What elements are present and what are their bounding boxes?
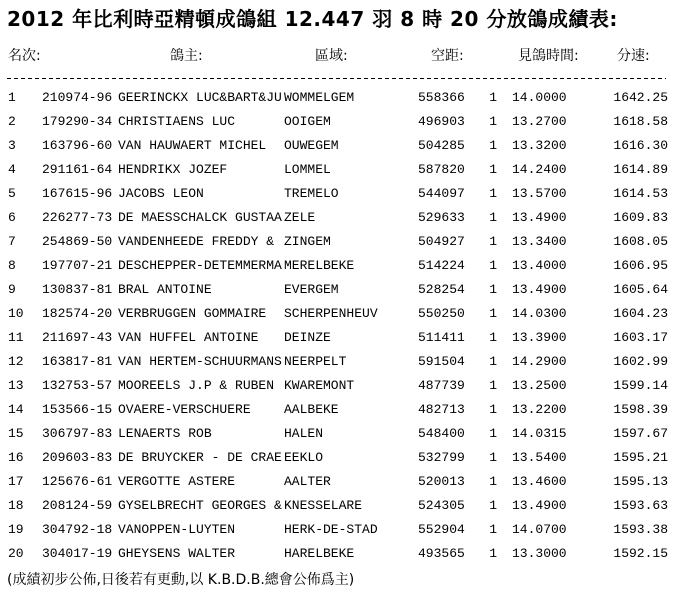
ring-number-cell: 163796-60 <box>42 138 113 153</box>
fancier-name-cell: VERBRUGGEN GOMMAIRE <box>118 306 267 321</box>
clock-time-cell: 13.4000 <box>512 258 567 273</box>
fancier-name-cell: VAN HUFFEL ANTOINE <box>118 330 259 345</box>
distance-cell: 558366 <box>418 90 465 105</box>
fancier-name-cell: HENDRIKX JOZEF <box>118 162 228 177</box>
ring-number-cell: 209603-83 <box>42 450 113 465</box>
table-row <box>8 110 668 134</box>
clock-time-cell: 13.2200 <box>512 402 567 417</box>
ring-number-cell: 163817-81 <box>42 354 113 369</box>
distance-cell: 532799 <box>418 450 465 465</box>
region-cell: MERELBEKE <box>284 258 355 273</box>
fancier-name-cell: DE BRUYCKER - DE CRAE <box>118 450 282 465</box>
region-cell: ZELE <box>284 210 316 225</box>
clock-time-cell: 14.2900 <box>512 354 567 369</box>
fancier-name-cell: DESCHEPPER-DETEMMERMA <box>118 258 282 273</box>
speed-cell: 1605.64 <box>613 282 668 297</box>
dashed-divider <box>7 78 666 79</box>
ring-number-cell: 306797-83 <box>42 426 113 441</box>
results-table <box>8 86 668 566</box>
bird-count-cell: 1 <box>489 90 497 105</box>
fancier-name-cell: GHEYSENS WALTER <box>118 546 236 561</box>
bird-count-cell: 1 <box>489 498 497 513</box>
bird-count-cell: 1 <box>489 114 497 129</box>
table-row <box>8 350 668 374</box>
rank-cell: 2 <box>8 114 16 129</box>
fancier-name-cell: LENAERTS ROB <box>118 426 212 441</box>
table-row <box>8 206 668 230</box>
distance-cell: 511411 <box>418 330 465 345</box>
ring-number-cell: 167615-96 <box>42 186 113 201</box>
region-cell: LOMMEL <box>284 162 331 177</box>
speed-cell: 1595.13 <box>613 474 668 489</box>
distance-cell: 520013 <box>418 474 465 489</box>
table-row <box>8 182 668 206</box>
fancier-name-cell: VERGOTTE ASTERE <box>118 474 236 489</box>
speed-cell: 1616.30 <box>613 138 668 153</box>
region-cell: NEERPELT <box>284 354 347 369</box>
table-row <box>8 518 668 542</box>
speed-cell: 1606.95 <box>613 258 668 273</box>
table-row <box>8 494 668 518</box>
table-row <box>8 134 668 158</box>
speed-cell: 1608.05 <box>613 234 668 249</box>
page-title: 2012 年比利時亞精頓成鴿組 12.447 羽 8 時 20 分放鴿成績表: <box>7 7 618 31</box>
distance-cell: 552904 <box>418 522 465 537</box>
bird-count-cell: 1 <box>489 402 497 417</box>
distance-cell: 487739 <box>418 378 465 393</box>
ring-number-cell: 197707-21 <box>42 258 113 273</box>
ring-number-cell: 153566-15 <box>42 402 113 417</box>
speed-cell: 1595.21 <box>613 450 668 465</box>
ring-number-cell: 254869-50 <box>42 234 113 249</box>
bird-count-cell: 1 <box>489 354 497 369</box>
clock-time-cell: 13.2700 <box>512 114 567 129</box>
rank-cell: 13 <box>8 378 24 393</box>
clock-time-cell: 13.2500 <box>512 378 567 393</box>
region-cell: EEKLO <box>284 450 324 465</box>
speed-cell: 1593.63 <box>613 498 668 513</box>
region-cell: HERK-DE-STAD <box>284 522 378 537</box>
clock-time-cell: 13.5700 <box>512 186 567 201</box>
table-row <box>8 86 668 110</box>
rank-cell: 5 <box>8 186 16 201</box>
bird-count-cell: 1 <box>489 426 497 441</box>
speed-cell: 1614.89 <box>613 162 668 177</box>
column-header-speed: 分速: <box>617 48 650 64</box>
fancier-name-cell: VAN HERTEM-SCHUURMANS <box>118 354 282 369</box>
ring-number-cell: 208124-59 <box>42 498 113 513</box>
rank-cell: 11 <box>8 330 24 345</box>
footnote: (成績初步公佈,日後若有更動,以 K.B.D.B.總會公佈爲主) <box>7 572 355 588</box>
distance-cell: 548400 <box>418 426 465 441</box>
table-row <box>8 254 668 278</box>
rank-cell: 9 <box>8 282 16 297</box>
rank-cell: 1 <box>8 90 16 105</box>
bird-count-cell: 1 <box>489 330 497 345</box>
bird-count-cell: 1 <box>489 234 497 249</box>
table-row <box>8 158 668 182</box>
rank-cell: 14 <box>8 402 24 417</box>
region-cell: SCHERPENHEUV <box>284 306 378 321</box>
fancier-name-cell: VANOPPEN-LUYTEN <box>118 522 236 537</box>
rank-cell: 6 <box>8 210 16 225</box>
table-row <box>8 398 668 422</box>
distance-cell: 504927 <box>418 234 465 249</box>
clock-time-cell: 13.4900 <box>512 282 567 297</box>
bird-count-cell: 1 <box>489 210 497 225</box>
fancier-name-cell: GEERINCKX LUC&BART&JU <box>118 90 282 105</box>
table-row <box>8 374 668 398</box>
table-row <box>8 230 668 254</box>
bird-count-cell: 1 <box>489 474 497 489</box>
ring-number-cell: 211697-43 <box>42 330 113 345</box>
rank-cell: 12 <box>8 354 24 369</box>
column-header-rank: 名次: <box>8 48 41 64</box>
table-row <box>8 470 668 494</box>
region-cell: OOIGEM <box>284 114 331 129</box>
rank-cell: 17 <box>8 474 24 489</box>
region-cell: EVERGEM <box>284 282 339 297</box>
region-cell: HARELBEKE <box>284 546 355 561</box>
bird-count-cell: 1 <box>489 546 497 561</box>
clock-time-cell: 14.0300 <box>512 306 567 321</box>
clock-time-cell: 13.3900 <box>512 330 567 345</box>
speed-cell: 1602.99 <box>613 354 668 369</box>
fancier-name-cell: VAN HAUWAERT MICHEL <box>118 138 267 153</box>
ring-number-cell: 125676-61 <box>42 474 113 489</box>
bird-count-cell: 1 <box>489 258 497 273</box>
ring-number-cell: 210974-96 <box>42 90 113 105</box>
clock-time-cell: 13.4900 <box>512 210 567 225</box>
rank-cell: 8 <box>8 258 16 273</box>
distance-cell: 493565 <box>418 546 465 561</box>
rank-cell: 19 <box>8 522 24 537</box>
bird-count-cell: 1 <box>489 306 497 321</box>
ring-number-cell: 132753-57 <box>42 378 113 393</box>
rank-cell: 3 <box>8 138 16 153</box>
clock-time-cell: 14.0000 <box>512 90 567 105</box>
table-row <box>8 278 668 302</box>
column-header-fancier: 鴿主: <box>170 48 203 64</box>
table-row <box>8 422 668 446</box>
speed-cell: 1618.58 <box>613 114 668 129</box>
region-cell: HALEN <box>284 426 324 441</box>
clock-time-cell: 13.3200 <box>512 138 567 153</box>
column-header-region: 區域: <box>315 48 348 64</box>
rank-cell: 4 <box>8 162 16 177</box>
ring-number-cell: 304017-19 <box>42 546 113 561</box>
distance-cell: 504285 <box>418 138 465 153</box>
ring-number-cell: 226277-73 <box>42 210 113 225</box>
fancier-name-cell: CHRISTIAENS LUC <box>118 114 236 129</box>
clock-time-cell: 13.3000 <box>512 546 567 561</box>
bird-count-cell: 1 <box>489 138 497 153</box>
speed-cell: 1598.39 <box>613 402 668 417</box>
fancier-name-cell: JACOBS LEON <box>118 186 204 201</box>
region-cell: WOMMELGEM <box>284 90 355 105</box>
distance-cell: 550250 <box>418 306 465 321</box>
speed-cell: 1593.38 <box>613 522 668 537</box>
clock-time-cell: 13.5400 <box>512 450 567 465</box>
bird-count-cell: 1 <box>489 282 497 297</box>
speed-cell: 1609.83 <box>613 210 668 225</box>
region-cell: AALTER <box>284 474 331 489</box>
rank-cell: 20 <box>8 546 24 561</box>
speed-cell: 1604.23 <box>613 306 668 321</box>
bird-count-cell: 1 <box>489 162 497 177</box>
ring-number-cell: 291161-64 <box>42 162 113 177</box>
distance-cell: 528254 <box>418 282 465 297</box>
rank-cell: 15 <box>8 426 24 441</box>
distance-cell: 591504 <box>418 354 465 369</box>
distance-cell: 529633 <box>418 210 465 225</box>
fancier-name-cell: DE MAESSCHALCK GUSTAA <box>118 210 282 225</box>
distance-cell: 496903 <box>418 114 465 129</box>
fancier-name-cell: MOOREELS J.P & RUBEN <box>118 378 275 393</box>
region-cell: AALBEKE <box>284 402 339 417</box>
clock-time-cell: 14.0700 <box>512 522 567 537</box>
table-row <box>8 542 668 566</box>
rank-cell: 18 <box>8 498 24 513</box>
clock-time-cell: 14.2400 <box>512 162 567 177</box>
fancier-name-cell: GYSELBRECHT GEORGES & <box>118 498 282 513</box>
speed-cell: 1603.17 <box>613 330 668 345</box>
rank-cell: 16 <box>8 450 24 465</box>
distance-cell: 524305 <box>418 498 465 513</box>
speed-cell: 1614.53 <box>613 186 668 201</box>
ring-number-cell: 179290-34 <box>42 114 113 129</box>
rank-cell: 10 <box>8 306 24 321</box>
speed-cell: 1642.25 <box>613 90 668 105</box>
column-header-clock-time: 見鴿時間: <box>518 48 579 64</box>
distance-cell: 544097 <box>418 186 465 201</box>
table-row <box>8 326 668 350</box>
distance-cell: 482713 <box>418 402 465 417</box>
ring-number-cell: 130837-81 <box>42 282 113 297</box>
bird-count-cell: 1 <box>489 378 497 393</box>
rank-cell: 7 <box>8 234 16 249</box>
clock-time-cell: 14.0315 <box>512 426 567 441</box>
region-cell: TREMELO <box>284 186 339 201</box>
region-cell: KNESSELARE <box>284 498 363 513</box>
fancier-name-cell: OVAERE-VERSCHUERE <box>118 402 251 417</box>
speed-cell: 1599.14 <box>613 378 668 393</box>
bird-count-cell: 1 <box>489 522 497 537</box>
bird-count-cell: 1 <box>489 450 497 465</box>
fancier-name-cell: VANDENHEEDE FREDDY & <box>118 234 275 249</box>
column-headers <box>0 45 674 63</box>
distance-cell: 587820 <box>418 162 465 177</box>
speed-cell: 1592.15 <box>613 546 668 561</box>
region-cell: DEINZE <box>284 330 331 345</box>
clock-time-cell: 13.4900 <box>512 498 567 513</box>
table-row <box>8 446 668 470</box>
region-cell: OUWEGEM <box>284 138 339 153</box>
ring-number-cell: 182574-20 <box>42 306 113 321</box>
table-row <box>8 302 668 326</box>
fancier-name-cell: BRAL ANTOINE <box>118 282 212 297</box>
distance-cell: 514224 <box>418 258 465 273</box>
ring-number-cell: 304792-18 <box>42 522 113 537</box>
bird-count-cell: 1 <box>489 186 497 201</box>
clock-time-cell: 13.4600 <box>512 474 567 489</box>
region-cell: ZINGEM <box>284 234 331 249</box>
region-cell: KWAREMONT <box>284 378 355 393</box>
speed-cell: 1597.67 <box>613 426 668 441</box>
clock-time-cell: 13.3400 <box>512 234 567 249</box>
column-header-distance: 空距: <box>431 48 464 64</box>
